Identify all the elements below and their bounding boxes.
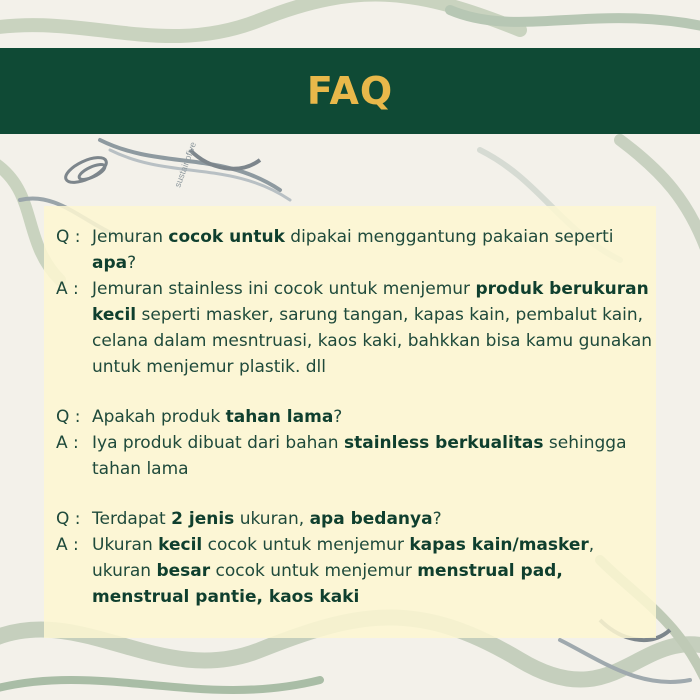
bold-text: stainless berkualitas [344,433,544,453]
text-segment: cocok untuk menjemur [202,535,410,555]
text-segment: , ukuran [92,535,595,581]
text-segment: Jemuran [92,227,169,247]
faq-item [56,224,656,380]
text-segment: ukuran, [234,509,310,529]
page-title: FAQ [306,69,394,113]
text-segment: Iya produk dibuat dari bahan [92,433,344,453]
text-segment: seperti masker, sarung tangan, kapas kain, pembalut kain, celana dalam mesntruasi, kaos kaki, bahkkan bisa kamu gunakan untuk menjemur plastik. dll [92,305,653,377]
text-segment: Terdapat [92,509,172,529]
text-segment: ? [432,509,442,529]
bold-text: kapas kain/masker [409,535,589,555]
bold-text: menstrual pad, menstrual pantie, kaos kaki [92,561,563,607]
text-segment: dipakai menggantung pakaian seperti [284,227,614,247]
question-label: Q : [56,509,81,529]
question-text [92,506,656,532]
answer-text [92,532,656,610]
bold-text: tahan lama [225,407,334,427]
text-segment: Jemuran stainless ini cocok untuk menjemur [92,279,476,299]
faq-answer [56,276,656,380]
text-segment: ? [127,253,137,273]
bold-text: kecil [158,535,203,555]
faq-answer [56,532,656,610]
answer-label: A : [56,279,79,299]
bold-text: apa [92,253,128,273]
faq-item [56,404,656,482]
text-segment: ? [333,407,343,427]
title-banner [0,48,700,134]
bold-text: apa bedanya [309,509,433,529]
question-label: Q : [56,407,81,427]
answer-label: A : [56,433,79,453]
bold-text: produk berukuran kecil [92,279,649,325]
background-watermark: sustainofive [172,140,199,189]
faq-item [56,506,656,610]
faq-question [56,224,656,276]
faq-question [56,506,656,532]
answer-text [92,276,656,380]
bold-text: besar [156,561,211,581]
answer-text [92,430,656,482]
question-label: Q : [56,227,81,247]
bold-text: 2 jenis [171,509,235,529]
faq-list [56,224,656,610]
text-segment: sehingga tahan lama [92,433,627,479]
text-segment: Ukuran [92,535,159,555]
text-segment: cocok untuk menjemur [210,561,418,581]
question-text [92,224,656,276]
faq-answer [56,430,656,482]
faq-question [56,404,656,430]
question-text [92,404,656,430]
bold-text: cocok untuk [168,227,285,247]
answer-label: A : [56,535,79,555]
text-segment: Apakah produk [92,407,226,427]
